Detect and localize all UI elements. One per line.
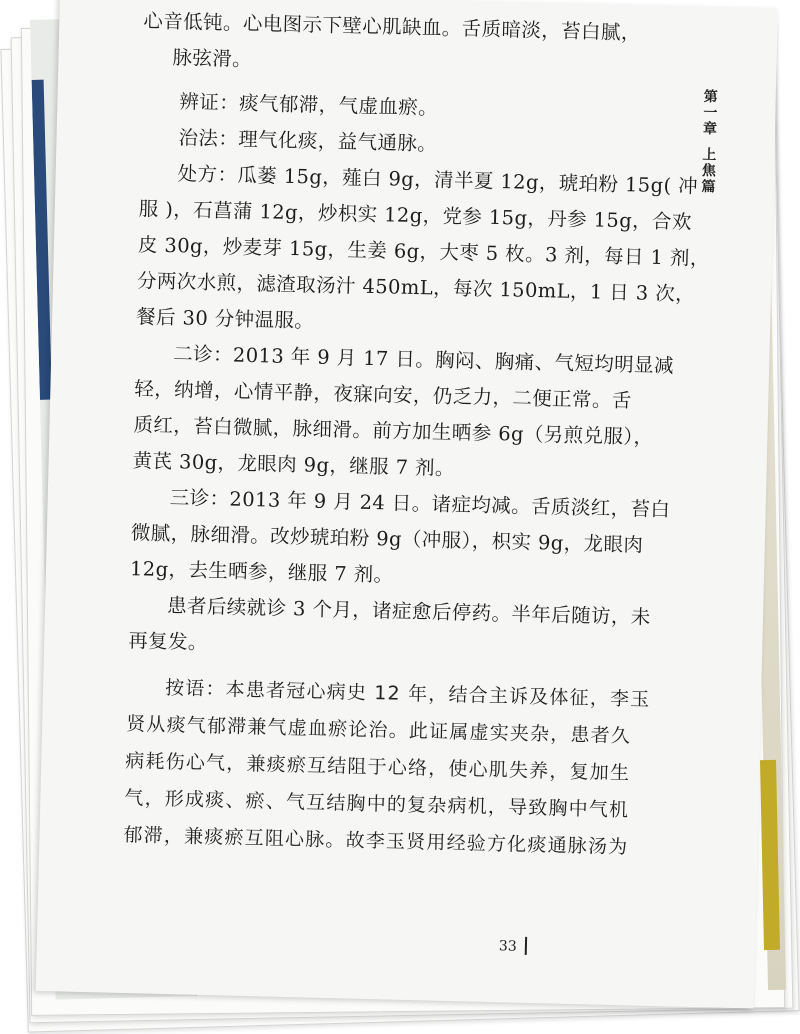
commentary [123,669,651,866]
body-line: 微腻，脉细滑。改炒琥珀粉 9g（冲服），枳实 9g，龙眼肉 [130,521,644,557]
book-page [36,0,778,1008]
body-line: 皮 30g，炒麦芽 15g，生姜 6g，大枣 5 枚。3 剂，每日 1 剂， [137,233,711,271]
body-line: 分两次水煎，滤渣取汤汁 450mL，每次 150mL，1 日 3 次， [136,269,696,306]
commentary-line: 气，形成痰、瘀、气互结胸中的复杂病机，导致胸中气机 [124,787,630,822]
commentary-line: 郁滞，兼痰瘀互阻心脉。故李玉贤用经验方化痰通脉汤为 [123,824,629,859]
body-line: 脉弦滑。 [172,45,253,71]
page-number: 33 [498,938,517,955]
third-visit-line: 三诊：2013 年 9 月 24 日。诸症均减。舌质淡红，苔白 [169,486,671,522]
commentary-line: 贤从痰气郁滞兼气虚血瘀论治。此证属虚实夹杂，患者久 [125,713,632,748]
body-line: 再复发。 [127,629,209,655]
body-line: 轻，纳增，心情平静，夜寐向安，仍乏力，二便正常。舌 [134,377,633,413]
running-head [695,89,724,196]
body-line: 心音低钝。心电图示下壁心肌缺血。舌质暗淡，苔白腻， [143,9,642,45]
body-line: 12g，去生晒参，继服 7 剂。 [129,557,394,587]
section-label: 上焦篇 [701,146,717,196]
body-line: 质红，苔白微腻，脉细滑。前方加生晒参 6g（另煎兑服）， [133,413,654,449]
treatment-line: 治法：理气化痰，益气通脉。 [178,126,438,156]
body-line: 餐后 30 分钟温服。 [135,305,315,333]
diagnosis-line: 辨证：痰气郁滞，气虚血瘀。 [179,90,439,120]
commentary-line: 按语：本患者冠心病史 12 年，结合主诉及体征，李玉 [164,677,651,711]
body-line: 黄芪 30g，龙眼肉 9g，继服 7 剂。 [132,449,456,481]
prescription-line: 处方：瓜蒌 15g，薤白 9g，清半夏 12g，琥珀粉 15g( 冲 [177,162,699,198]
second-visit-line: 二诊：2013 年 9 月 17 日。胸闷、胸痛、气短均明显减 [173,342,675,378]
commentary-line: 病耗伤心气，兼痰瘀互结阻于心络，使心肌失养，复加生 [125,750,631,785]
page-number-rule [525,937,527,955]
chapter-label: 第一章 [702,88,718,138]
body-line: 服 )，石菖蒲 12g，炒枳实 12g，党参 15g，丹参 15g，合欢 [138,197,693,234]
follow-up-line: 患者后续就诊 3 个月，诸症愈后停药。半年后随访，未 [166,594,651,629]
